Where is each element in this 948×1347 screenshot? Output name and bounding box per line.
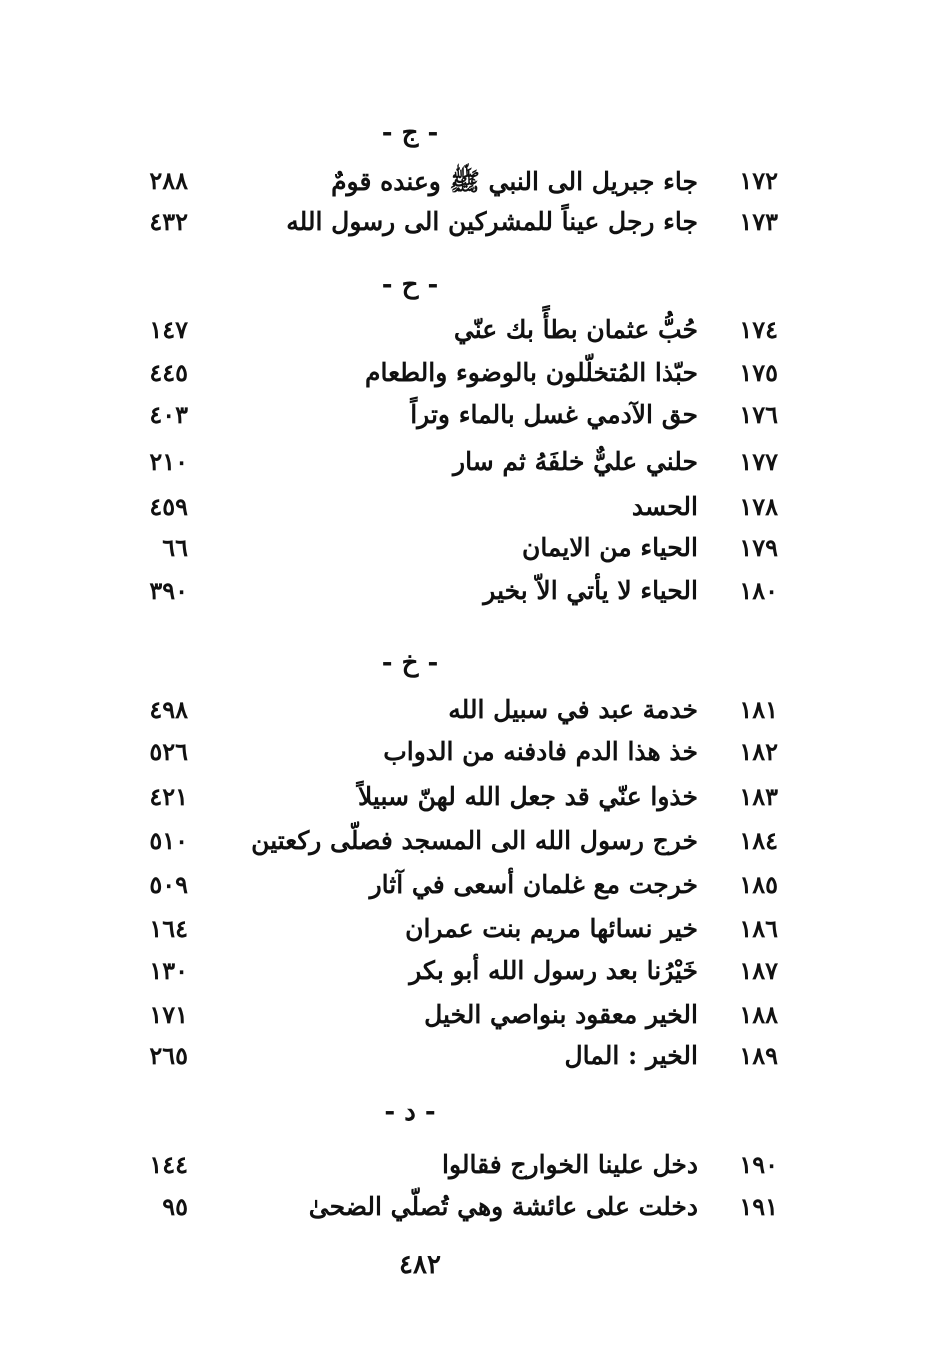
entry-number: ١٧٥ xyxy=(739,358,778,387)
index-entry xyxy=(0,1150,948,1190)
entry-number: ١٧٧ xyxy=(739,447,778,476)
entry-text: الخير معقود بنواصي الخيل xyxy=(424,1000,698,1029)
entry-text: خذ هذا الدم فادفنه من الدواب xyxy=(383,737,698,766)
entry-number: ١٨٩ xyxy=(739,1041,778,1070)
entry-number: ١٨٨ xyxy=(739,1000,778,1029)
entry-text: خير نسائها مريم بنت عمران xyxy=(405,914,698,943)
entry-number: ١٨٤ xyxy=(739,826,778,855)
entry-page: ٥٠٩ xyxy=(149,870,188,899)
entry-page: ٤٣٢ xyxy=(149,207,188,236)
entry-number: ١٧٣ xyxy=(739,207,778,236)
entry-text: دخلت على عائشة وهي تُصلّي الضحىٰ xyxy=(308,1192,698,1221)
index-entry xyxy=(0,1000,948,1040)
entry-page: ٤٥٩ xyxy=(149,492,188,521)
entry-text: خرجت مع غلمان أسعى في آثار xyxy=(369,870,698,899)
index-entry xyxy=(0,1192,948,1232)
entry-page: ٦٦ xyxy=(162,533,188,562)
index-entry xyxy=(0,737,948,777)
page-number: ٤٨٢ xyxy=(399,1250,441,1280)
entry-text: خدمة عبد في سبيل الله xyxy=(448,695,698,724)
entry-page: ١٣٠ xyxy=(149,956,188,985)
entry-page: ٤٢١ xyxy=(149,782,188,811)
entry-number: ١٩٠ xyxy=(739,1150,778,1179)
index-entry xyxy=(0,207,948,247)
index-entry xyxy=(0,1041,948,1081)
entry-page: ٤٩٨ xyxy=(149,695,188,724)
index-entry xyxy=(0,914,948,954)
entry-text: الحياء من الايمان xyxy=(521,533,698,562)
entry-page: ٥١٠ xyxy=(149,826,188,855)
entry-text: خذوا عنّي قد جعل الله لهنّ سبيلاً xyxy=(357,782,698,811)
entry-page: ١٦٤ xyxy=(149,914,188,943)
entry-page: ٣٩٠ xyxy=(149,576,188,605)
section-header-dal: - د - xyxy=(384,1097,436,1127)
index-entry xyxy=(0,782,948,822)
index-entry xyxy=(0,492,948,532)
entry-page: ١٧١ xyxy=(149,1000,188,1029)
index-entry xyxy=(0,533,948,573)
entry-text: جاء رجل عيناً للمشركين الى رسول الله xyxy=(286,207,698,236)
entry-page: ١٤٧ xyxy=(149,315,188,344)
index-entry xyxy=(0,358,948,398)
entry-text: حق الآدمي غسل بالماء وتراً xyxy=(410,400,698,429)
entry-text: حلني عليٌّ خلفَهُ ثم سار xyxy=(453,447,698,476)
entry-text: دخل علينا الخوارج فقالوا xyxy=(442,1150,698,1179)
entry-text: الخير : المال xyxy=(564,1041,698,1070)
entry-number: ١٨٣ xyxy=(739,782,778,811)
entry-page: ٢١٠ xyxy=(149,447,188,476)
entry-text: خرج رسول الله الى المسجد فصلّى ركعتين xyxy=(251,826,698,855)
section-header-jim: - ج - xyxy=(381,118,439,148)
entry-number: ١٩١ xyxy=(739,1192,778,1221)
entry-page: ٥٢٦ xyxy=(149,737,188,766)
index-entry xyxy=(0,695,948,735)
entry-number: ١٧٨ xyxy=(739,492,778,521)
entry-text: الحسد xyxy=(631,492,698,521)
index-entry xyxy=(0,826,948,866)
entry-page: ٩٥ xyxy=(162,1192,188,1221)
entry-number: ١٨٠ xyxy=(739,576,778,605)
entry-number: ١٧٩ xyxy=(739,533,778,562)
entry-number: ١٨٧ xyxy=(739,956,778,985)
section-header-kha: - خ - xyxy=(381,648,439,678)
entry-page: ٤٤٥ xyxy=(149,358,188,387)
entry-number: ١٨١ xyxy=(739,695,778,724)
entry-number: ١٨٥ xyxy=(739,870,778,899)
index-entry xyxy=(0,576,948,616)
entry-text: جاء جبريل الى النبي ﷺ وعنده قومٌ xyxy=(331,167,698,196)
entry-page: ٢٨٨ xyxy=(149,166,188,195)
index-entry xyxy=(0,870,948,910)
entry-number: ١٧٢ xyxy=(739,166,778,195)
entry-number: ١٨٢ xyxy=(739,737,778,766)
entry-number: ١٧٦ xyxy=(739,400,778,429)
entry-text: حُبُّ عثمان بطأً بك عنّي xyxy=(453,315,698,344)
index-entry xyxy=(0,400,948,440)
index-entry xyxy=(0,956,948,996)
entry-page: ١٤٤ xyxy=(149,1150,188,1179)
index-entry xyxy=(0,315,948,355)
section-header-ha: - ح - xyxy=(381,270,439,300)
entry-page: ٤٠٣ xyxy=(149,400,188,429)
index-entry xyxy=(0,166,948,206)
entry-number: ١٨٦ xyxy=(739,914,778,943)
entry-page: ٢٦٥ xyxy=(149,1041,188,1070)
entry-text: الحياء لا يأتي الاّ بخير xyxy=(483,576,698,605)
entry-text: حبّذا المُتخلّلون بالوضوء والطعام xyxy=(364,358,698,387)
index-entry xyxy=(0,447,948,487)
entry-text: خَيْرُنا بعد رسول الله أبو بكر xyxy=(409,956,698,985)
entry-number: ١٧٤ xyxy=(739,315,778,344)
